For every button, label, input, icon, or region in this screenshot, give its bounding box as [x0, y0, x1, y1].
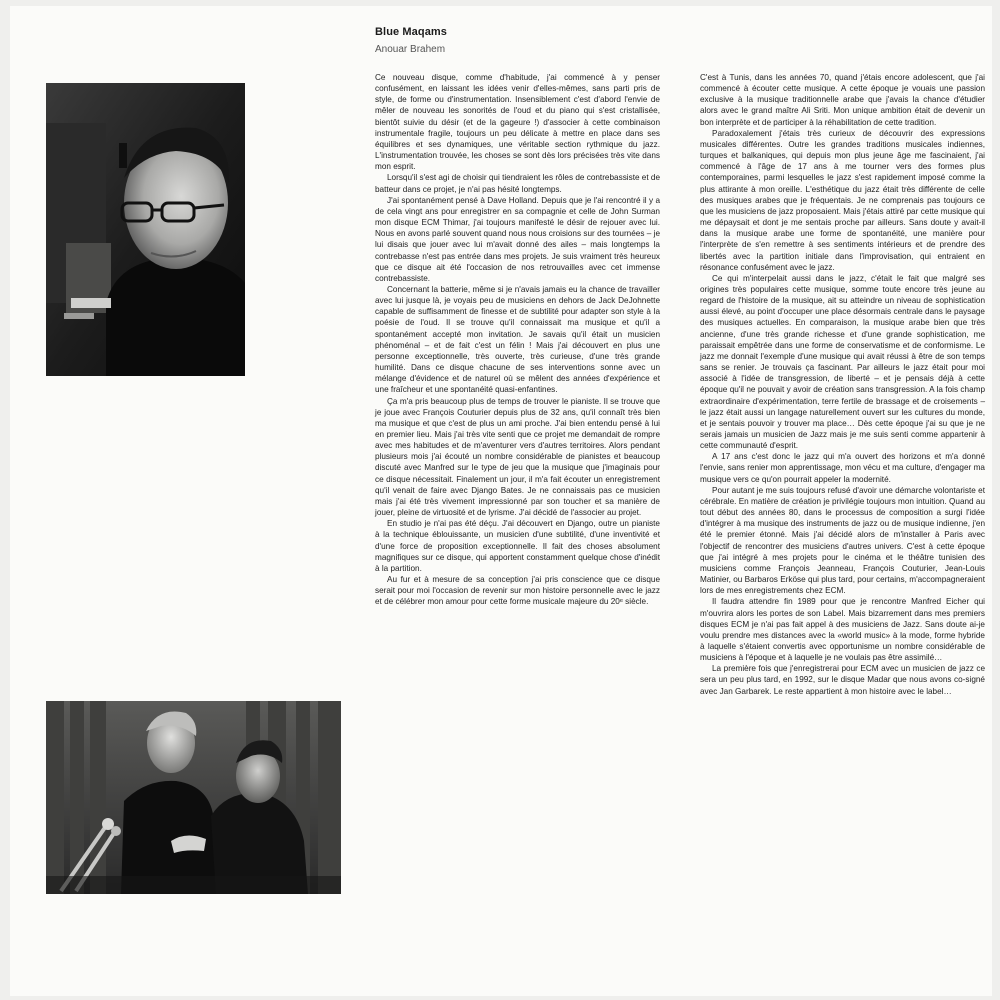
paragraph: Paradoxalement j'étais très curieux de découvrir des expressions musicales différentes. Outre les grandes traditions musicales indiennes, turques et balkaniques, qui depuis mon plus jeune âge me fascinaient, j'ai commencé à l'âge de 17 ans à me tourner vers des formes plus contemporaines, parmi lesquelles le jazz s'est rapidement imposé comme la plus attirante à mon oreille. L'esthétique du jazz était très différente de celle des musiques arabes que je fréquentais. Je ne comprenais pas toujours ce que les musiciens de jazz proposaient. Mais j'étais attiré par cette musique qui me dépaysait et dont je me sentais proche par ailleurs. Sans doute y avait-il dans la musique arabe une forme de spontanéité, une manière pour l'interprète de s'en remettre à ses sentiments intérieurs et de prendre des libertés avec la partition initiale dans l'improvisation, qui entraient en résonance confusément avec le jazz.: [700, 128, 985, 272]
paragraph: C'est à Tunis, dans les années 70, quand j'étais encore adolescent, que j'ai commencé à écouter cette musique. A cette époque je vouais une passion exclusive à la musique traditionnelle arabe que j'avais la chance d'étudier alors avec le grand maître Ali Sriti. Mon unique ambition était de devenir un bon interprète et de participer à la réhabilitation de cette tradition.: [700, 73, 985, 127]
paragraph: Il faudra attendre fin 1989 pour que je rencontre Manfred Eicher qui m'ouvrira alors les portes de son Label. Mais bizarrement dans mes premiers disques ECM je n'ai pas fait appel à des musiciens de Jazz. Sans doute ai-je voulu prendre mes distances avec la «world music» à la mode, forme hybride à laquelle s'étaient convertis avec opportunisme un nombre considérable de musiciens à l'époque et à laquelle je ne voulais pas être assimilé…: [700, 597, 985, 663]
text-column-2: [700, 72, 985, 697]
paragraph: La première fois que j'enregistrerai pour ECM avec un musicien de jazz ce sera un peu plus tard, en 1992, sur le disque Madar que nous avons co-signé avec Jan Garbarek. Le reste appartient à mon histoire avec le label…: [700, 664, 985, 696]
paragraph: En studio je n'ai pas été déçu. J'ai découvert en Django, outre un pianiste à la technique éblouissante, un musicien d'une subtilité, d'une inventivité et d'une force de proposition exceptionnelle. Il fait des choses absolument magnifiques sur ce disque, qui apportent constamment quelque chose d'inédit à la partition.: [375, 519, 660, 573]
paragraph: Pour autant je me suis toujours refusé d'avoir une démarche volontariste et cérébrale. En matière de création je privilégie toujours mon intuition. Quand au tout début des années 80, dans le processus de composition a surgi l'idée d'intégrer à ma musique des instruments de jazz ou de musique indienne, j'en été le premier étonné. Mais j'ai décidé alors de m'installer à Paris avec l'objectif de rencontrer des musiciens d'autres univers. C'est à cette époque que j'ai intégré à mes projets pour le cinéma et le théâtre tunisien des musiciens comme François Jeanneau, François Couturier, Jean-Louis Matinier, ou Barbaros Erköse qui plus tard, pour certains, m'accompagneraient lors de mes enregistrements chez ECM.: [700, 485, 985, 596]
duo-photo: [46, 701, 341, 894]
paragraph: Ce qui m'interpelait aussi dans le jazz, c'était le fait que malgré ses origines très populaires cette musique, somme toute encore très jeune au regard de l'histoire de la musique, ait su atteindre un niveau de sophistication aussi élevé, au point d'occuper une place désormais centrale dans le paysage des musiques actuelles. En comparaison, la musique arabe bien que très ancienne, d'une très grande richesse et d'une grande sophistication, me paraissait empêtrée dans une forme de conservatisme et de conformisme. Le jazz me donnait l'exemple d'une musique qui avait réussi à être de son temps sans se renier. Je trouvais ça fascinant. Par ailleurs le jazz était pour moi associé à l'idée de transgression, de liberté – et je pensais déjà à cette époque qu'il ne pouvait y avoir de création sans transgression. A la fois champ extraordinaire d'expérimentation, terre fertile de brassage et de croisements – le jazz était aussi un langage naturellement ouvert sur les cultures du monde, et je sentais pouvoir y trouver ma place… Dès cette époque j'ai su que je ne serais jamais un musicien de Jazz mais je me suis senti comme appartenir à cette communauté d'esprit.: [700, 273, 985, 451]
article-header: [375, 26, 695, 55]
article-title: Blue Maqams: [375, 26, 448, 38]
paragraph: Ça m'a pris beaucoup plus de temps de trouver le pianiste. Il se trouve que je joue avec François Couturier depuis plus de 32 ans, qu'il connaît très bien ma musique et que c'est de plus un ami proche. J'ai bien entendu pensé à lui en premier lieu. Mais j'ai très vite senti que ce projet me demandait de rompre avec mes habitudes et de m'aventurer vers d'autres territoires. Alors pendant plusieurs mois j'ai écouté un nombre considérable de pianistes et beaucoup discuté avec Manfred sur le type de jeu que la musique que j'imaginais pour ce disque nécessitait. Finalement un jour, il m'a fait écouter un enregistrement qu'il venait de faire avec Django Bates. Je ne connaissais pas ce musicien mais j'ai été très vivement impressionné par son toucher et sa manière de jouer, pleine de virtuosité et de lyrisme. J'ai décidé de l'associer au projet.: [375, 396, 660, 518]
portrait-photo: [46, 83, 245, 376]
paragraph: J'ai spontanément pensé à Dave Holland. Depuis que je l'ai rencontré il y a de cela vingt ans pour enregistrer en sa compagnie et celle de John Surman mon disque ECM Thimar, j'ai toujours manifesté le désir de rejouer avec lui. Nous en avons parlé souvent quand nous nous croisions sur des tournées – je lui disais que jouer avec lui m'avait donné des ailes – mais longtemps la contrebasse n'est pas entrée dans mes projets. Je suis vraiment très heureux que ce disque ait été l'occasion de nos retrouvailles avec cet immense contrebassiste.: [375, 195, 660, 283]
paragraph: A 17 ans c'est donc le jazz qui m'a ouvert des horizons et m'a donné l'envie, sans renier mon apprentissage, mon vécu et ma culture, d'engager ma musique vers ce qu'on pourrait appeler la modernité.: [700, 452, 985, 484]
paragraph: Concernant la batterie, même si je n'avais jamais eu la chance de travailler avec lui jusque là, je voyais peu de musiciens en dehors de Jack DeJohnette capable de suffisamment de finesse et de subtilité pour adapter son style à la poésie de l'oud. Il se trouve qu'il connaissait ma musique et qu'il a spontanément accepté mon invitation. Je savais qu'il était un musicien phénoménal – et de fait c'est un félin ! Mais j'ai découvert en plus une personne exceptionnelle, très ouverte, très curieuse, d'une très grande humilité. Dans ce disque chacune de ses interventions sonne avec un mélange d'évidence et de naturel où se mêlent des années d'expérience et une fraîcheur et une spontanéité quasi-enfantines.: [375, 284, 660, 395]
article-author: Anouar Brahem: [375, 44, 446, 55]
paragraph: Lorsqu'il s'est agi de choisir qui tiendraient les rôles de contrebassiste et de batteur dans ce projet, je n'ai pas hésité longtemps.: [375, 173, 661, 194]
paragraph: Ce nouveau disque, comme d'habitude, j'ai commencé à y penser confusément, en laissant les idées venir d'elles-mêmes, sans parti pris de style, de forme ou d'instrumentation. Insensiblement c'est d'abord l'envie de mêler de nouveau les sonorités de l'oud et du piano qui s'est cristallisée, bientôt suivie du désir (et de la gageure !) d'associer à cette combinaison instrumentale fragile, toujours un peu délicate à mettre en place dans ses équilibres et ses dynamiques, une véritable section rythmique du jazz. L'instrumentation trouvée, les choses se sont dès lors précisées très vite dans mon esprit.: [375, 73, 660, 172]
text-column-1: [375, 72, 660, 608]
paragraph: Au fur et à mesure de sa conception j'ai pris conscience que ce disque serait pour moi l'occasion de revenir sur mon histoire personnelle avec le jazz et de célébrer mon amour pour cette forme musicale majeure du 20ᵉ siècle.: [375, 575, 660, 607]
